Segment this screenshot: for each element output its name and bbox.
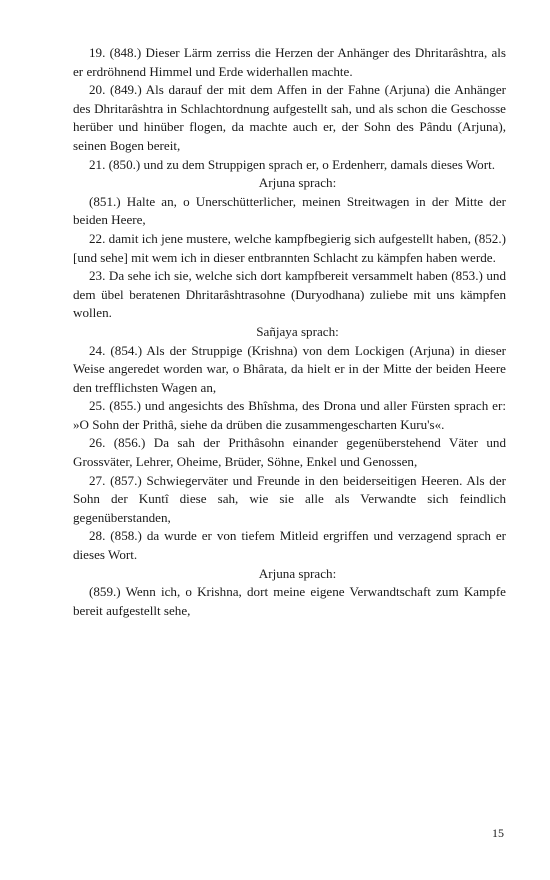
paragraph-20: 20. (849.) Als darauf der mit dem Affen in der Fahne (Arjuna) die Anhänger des Dhritarâshtra in Schlachtordnung aufgestellt sah, und als schon die Geschosse herüber und hinüber flogen, da machte auch er, der Sohn des Pându (Arjuna), seinen Bogen bereit,	[73, 82, 506, 153]
paragraph-859: (859.) Wenn ich, o Krishna, dort meine eigene Verwandtschaft zum Kampfe bereit aufgestellt sehe,	[73, 584, 506, 618]
speaker-heading-sanjaya: Sañjaya sprach:	[256, 323, 339, 339]
page-number: 15	[492, 826, 504, 840]
paragraph-21: 21. (850.) und zu dem Struppigen sprach er, o Erdenherr, damals dieses Wort.	[89, 156, 496, 172]
paragraph-28: 28. (858.) da wurde er von tiefem Mitleid ergriffen und verzagend sprach er dieses Wort.	[73, 528, 506, 563]
paragraph-22: 22. damit ich jene mustere, welche kampfbegierig sich aufgestellt haben, (852.) [und sehe] mit wem ich in dieser entbrannten Schlacht zu kämpfen haben werde.	[73, 230, 506, 265]
paragraph-23: 23. Da sehe ich sie, welche sich dort kampfbereit versammelt haben (853.) und dem übel beratenen Dhritarâshtrasohne (Duryodhana) zuliebe mit uns kämpfen wollen.	[73, 268, 506, 321]
paragraph-851: (851.) Halte an, o Unerschütterlicher, meinen Streitwagen in der Mitte der beiden Heere,	[73, 193, 506, 228]
paragraph-24: 24. (854.) Als der Struppige (Krishna) von dem Lockigen (Arjuna) in dieser Weise angeredet worden war, o Bhârata, da hielt er in der Mitte der beiden Heere den trefflichsten Wagen an,	[73, 342, 506, 395]
paragraph-26: 26. (856.) Da sah der Prithâsohn einander gegenüberstehend Väter und Grossväter, Lehrer, Oheime, Brüder, Söhne, Enkel und Genossen,	[73, 435, 506, 470]
speaker-heading-arjuna-2: Arjuna sprach:	[258, 565, 337, 581]
page-body	[73, 44, 506, 620]
speaker-heading-arjuna: Arjuna sprach:	[258, 175, 337, 191]
paragraph-19: 19. (848.) Dieser Lärm zerriss die Herzen der Anhänger des Dhritarâshtra, als er erdröhnend Himmel und Erde widerhallen machte.	[73, 45, 506, 79]
paragraph-27: 27. (857.) Schwiegerväter und Freunde in den beiderseitigen Heeren. Als der Sohn der Kuntî diese sah, wie sie alle als Verwandte sich feindlich gegenüberstanden,	[73, 472, 506, 525]
paragraph-25: 25. (855.) und angesichts des Bhîshma, des Drona und aller Fürsten sprach er: »O Sohn der Prithâ, siehe da drüben die zusammengescharten Kuru's«.	[73, 398, 506, 432]
